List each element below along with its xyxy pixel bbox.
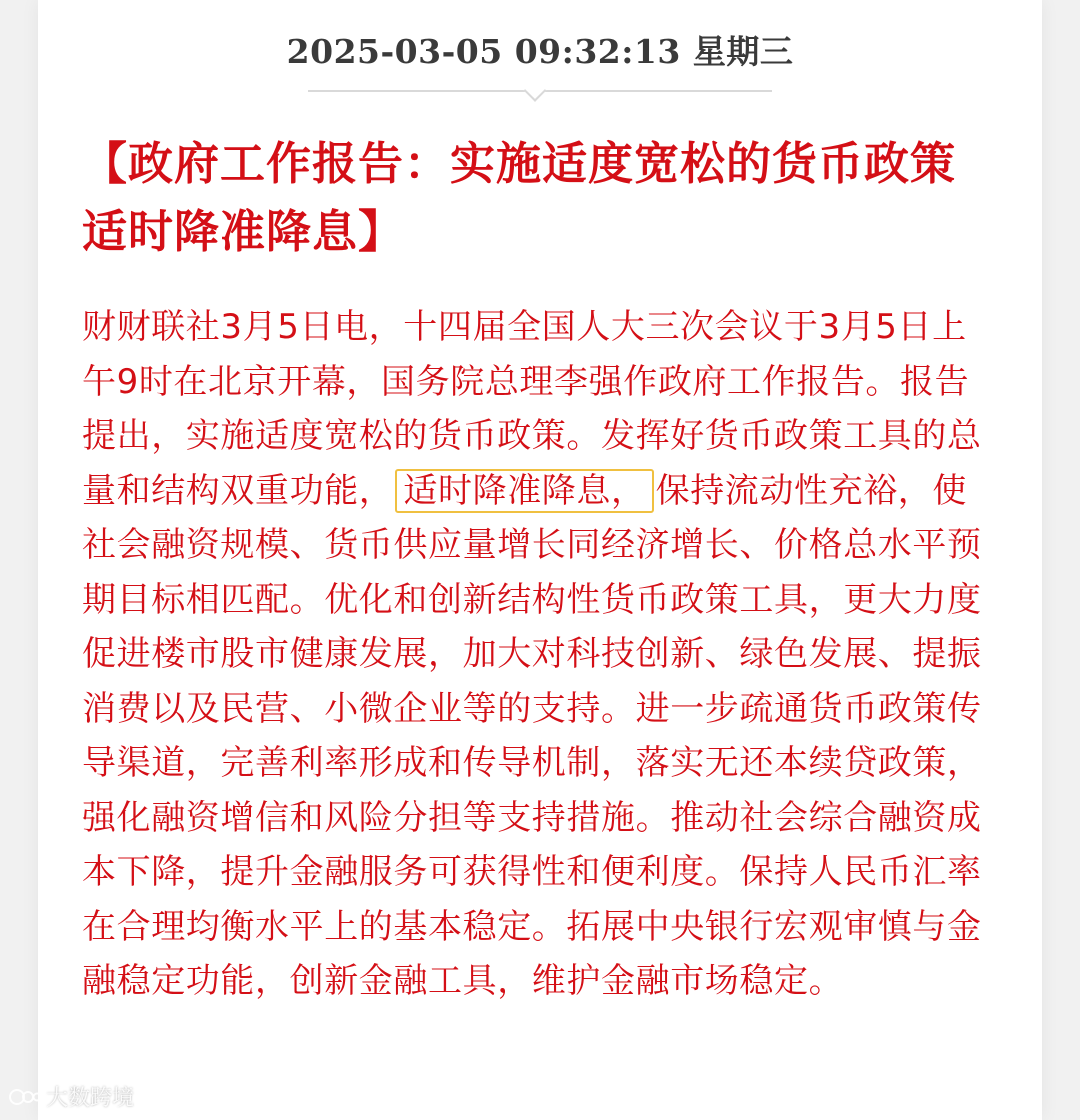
watermark bbox=[8, 1081, 134, 1112]
watermark-text: 大数跨境 bbox=[46, 1086, 135, 1111]
watermark-logo-icon bbox=[8, 1086, 42, 1108]
timestamp: 2025-03-05 09:32:13 星期三 bbox=[286, 32, 794, 71]
body-text-before: 财财联社3月5日电，十四届全国人大三次会议于3月5日上午9时在北京开幕，国务院总理李强作政府工作报告。报告提出，实施适度宽松的货币政策。发挥好货币政策工具的总量和结构双重功能， bbox=[82, 307, 982, 511]
body-text-after: 保持流动性充裕，使社会融资规模、货币供应量增长同经济增长、价格总水平预期目标相匹配。优化和创新结构性货币政策工具，更大力度促进楼市股市健康发展，加大对科技创新、绿色发展、提振消费以及民营、小微企业等的支持。进一步疏通货币政策传导渠道，完善利率形成和传导机制，落实无还本续贷政策，强化融资增信和风险分担等支持措施。推动社会综合融资成本下降，提升金融服务可获得性和便利度。保持人民币汇率在合理均衡水平上的基本稳定。拓展中央银行宏观审慎与金融稳定功能，创新金融工具，维护金融市场稳定。 bbox=[82, 470, 982, 1001]
highlighted-phrase: 适时降准降息， bbox=[395, 469, 653, 513]
article-headline: 【政府工作报告：实施适度宽松的货币政策 适时降准降息】 bbox=[82, 137, 957, 258]
article-body bbox=[82, 300, 998, 1009]
